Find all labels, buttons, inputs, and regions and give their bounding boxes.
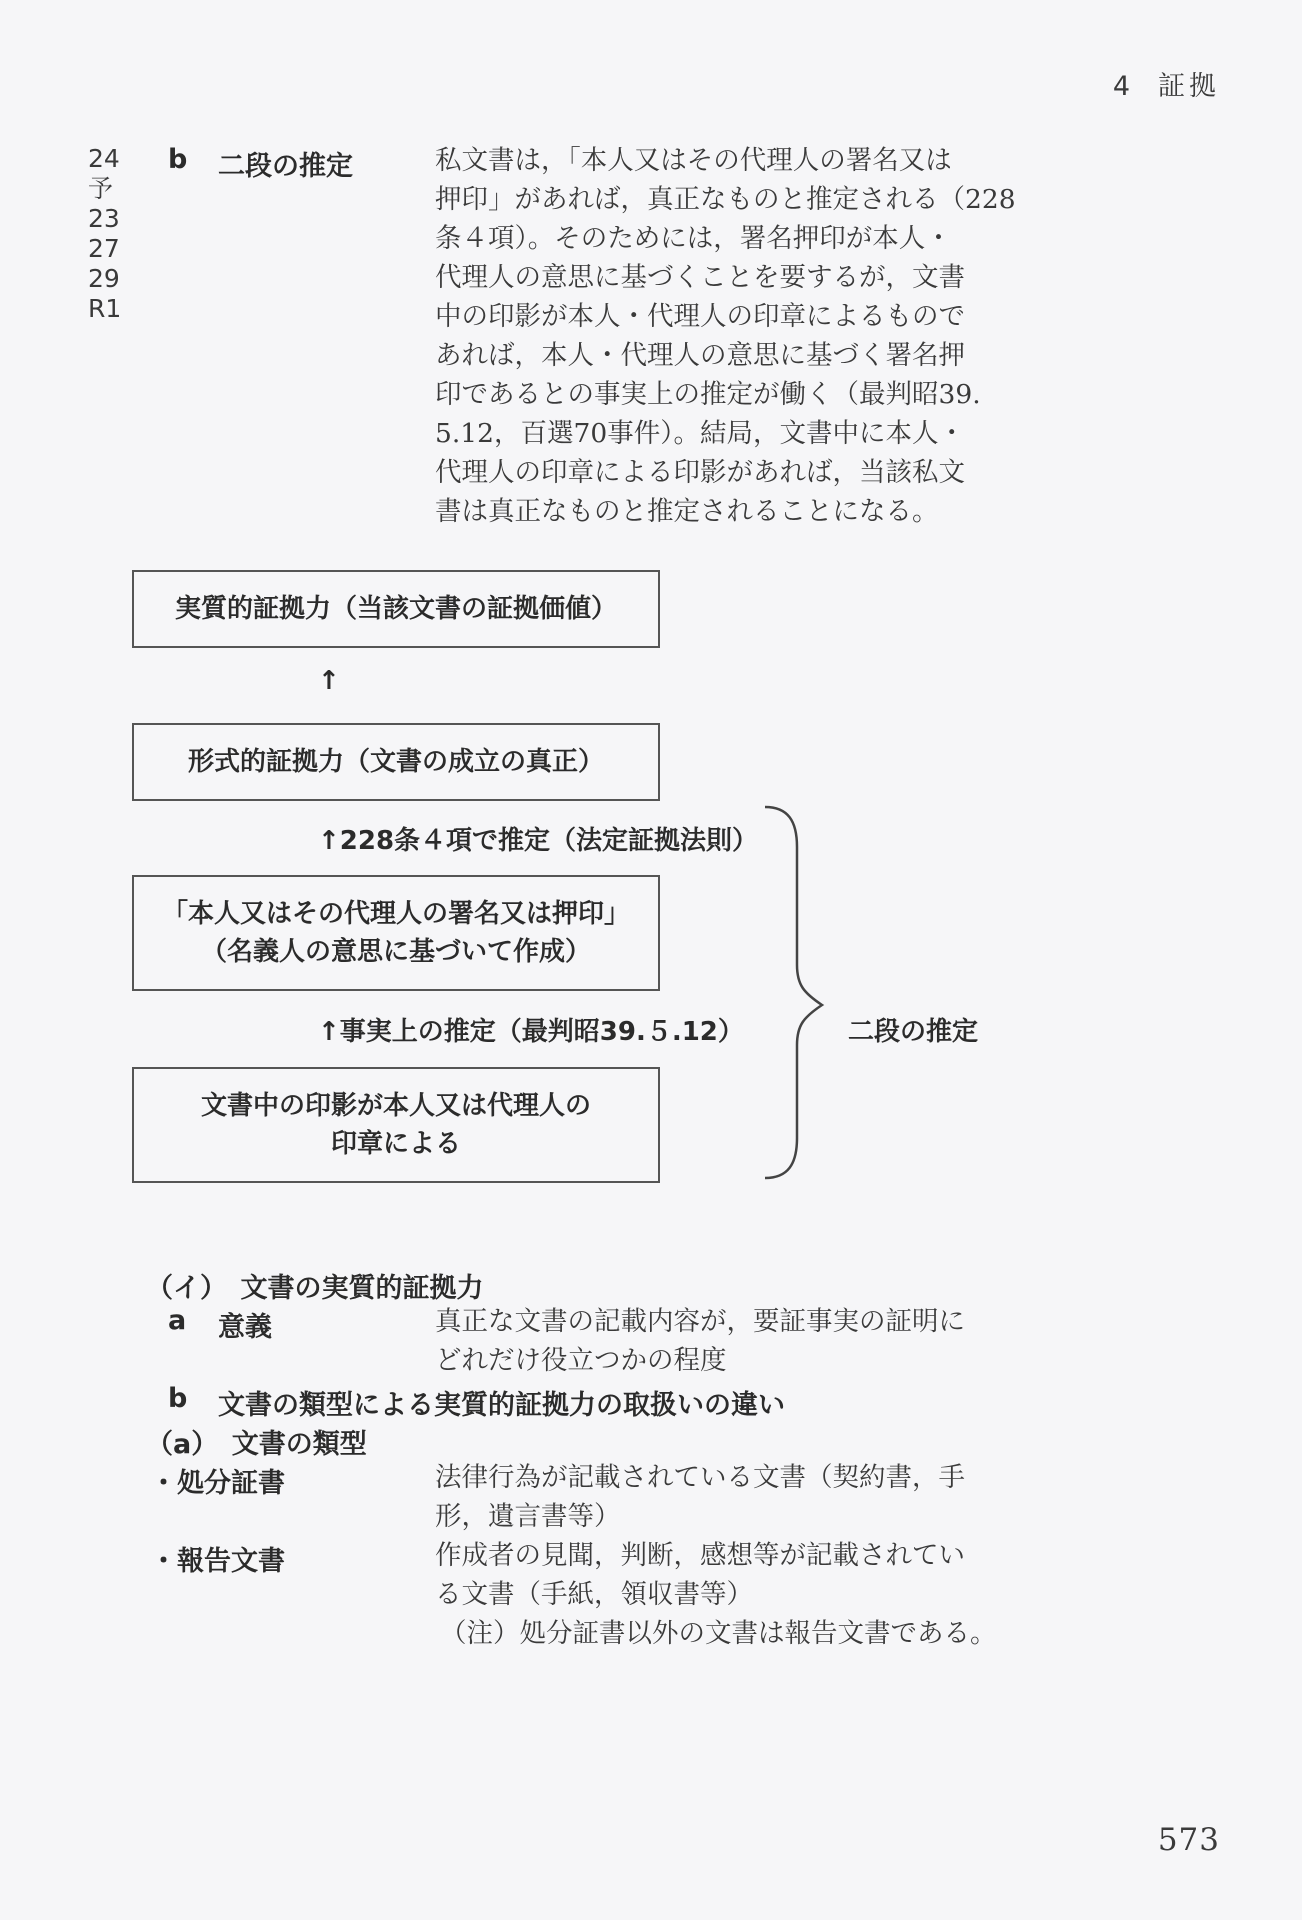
body-line: 印であるとの事実上の推定が働く（最判昭39. xyxy=(435,379,981,410)
section-b-marker: b xyxy=(168,144,188,175)
section-i-a-marker: a xyxy=(168,1305,187,1336)
box-line: 印章による xyxy=(330,1129,461,1159)
subsection-a-title: （a） 文書の類型 xyxy=(146,1429,367,1460)
body-line: 書は真正なものと推定されることになる。 xyxy=(435,496,939,527)
body-line: どれだけ役立つかの程度 xyxy=(435,1345,727,1376)
body-line: 代理人の意思に基づくことを要するが，文書 xyxy=(435,262,965,293)
box-line: 形式的証拠力（文書の成立の真正） xyxy=(187,747,604,777)
body-line: あれば，本人・代理人の意思に基づく署名押 xyxy=(435,340,965,371)
diagram-box-formal-probative-force xyxy=(132,723,660,801)
margin-ref: 予 xyxy=(88,174,114,203)
box-line: （名義人の意思に基づいて作成） xyxy=(200,937,591,967)
chapter-title: 証拠 xyxy=(1158,71,1220,102)
body-line: 押印」があれば，真正なものと推定される（228 xyxy=(435,184,1016,215)
body-line: 中の印影が本人・代理人の印章によるもので xyxy=(435,301,965,332)
brace-label-two-step-presumption: 二段の推定 xyxy=(848,1017,979,1047)
section-b-title: 二段の推定 xyxy=(218,151,353,182)
section-i-a-title: 意義 xyxy=(218,1312,272,1343)
chapter-number: 4 xyxy=(1112,71,1134,102)
up-arrow: ↑ xyxy=(318,666,340,696)
body-line: 条４項）。そのためには，署名押印が本人・ xyxy=(435,223,952,254)
item-report-document-label: ・報告文書 xyxy=(150,1546,285,1577)
margin-ref: 29 xyxy=(88,264,120,293)
note-text: （注）処分証書以外の文書は報告文書である。 xyxy=(440,1618,997,1649)
arrow-label-statutory-presumption: ↑228条４項で推定（法定証拠法則） xyxy=(318,826,759,856)
diagram-box-seal-impression xyxy=(132,1067,660,1183)
running-head xyxy=(1113,64,1220,103)
item-disposition-document-body xyxy=(435,1458,965,1536)
section-i-b-marker: b xyxy=(168,1383,188,1414)
margin-exam-references xyxy=(88,144,128,324)
margin-ref: 23 xyxy=(88,204,120,233)
margin-ref: R1 xyxy=(88,294,122,323)
box-line: 実質的証拠力（当該文書の証拠価値） xyxy=(174,594,617,624)
item-report-document-body xyxy=(435,1536,965,1614)
arrow-label-factual-presumption: ↑事実上の推定（最判昭39.５.12） xyxy=(318,1017,744,1047)
curly-brace-icon xyxy=(760,805,830,1180)
body-line: 5.12，百選70事件）。結局，文書中に本人・ xyxy=(435,418,965,449)
section-i-a-body xyxy=(435,1302,965,1380)
body-line: 私文書は，「本人又はその代理人の署名又は xyxy=(435,145,952,176)
diagram-box-substantive-probative-force xyxy=(132,570,660,648)
body-line: 真正な文書の記載内容が，要証事実の証明に xyxy=(435,1306,965,1337)
body-line: 法律行為が記載されている文書（契約書，手 xyxy=(435,1462,965,1493)
box-line: 文書中の印影が本人又は代理人の xyxy=(200,1091,591,1121)
section-i-b-title: 文書の類型による実質的証拠力の取扱いの違い xyxy=(218,1390,785,1421)
body-line: 形，遺言書等） xyxy=(435,1501,621,1532)
body-line: る文書（手紙，領収書等） xyxy=(435,1579,753,1610)
section-b-body xyxy=(435,141,1016,531)
box-line: 「本人又はその代理人の署名又は押印」 xyxy=(161,899,630,929)
diagram-box-signature-or-seal xyxy=(132,875,660,991)
section-i-title: （イ） 文書の実質的証拠力 xyxy=(146,1273,484,1304)
page-number: 573 xyxy=(1157,1822,1220,1858)
body-line: 作成者の見聞，判断，感想等が記載されてい xyxy=(435,1540,965,1571)
body-line: 代理人の印章による印影があれば，当該私文 xyxy=(435,457,965,488)
margin-ref: 27 xyxy=(88,234,120,263)
margin-ref: 24 xyxy=(88,144,120,173)
item-disposition-document-label: ・処分証書 xyxy=(150,1468,285,1499)
